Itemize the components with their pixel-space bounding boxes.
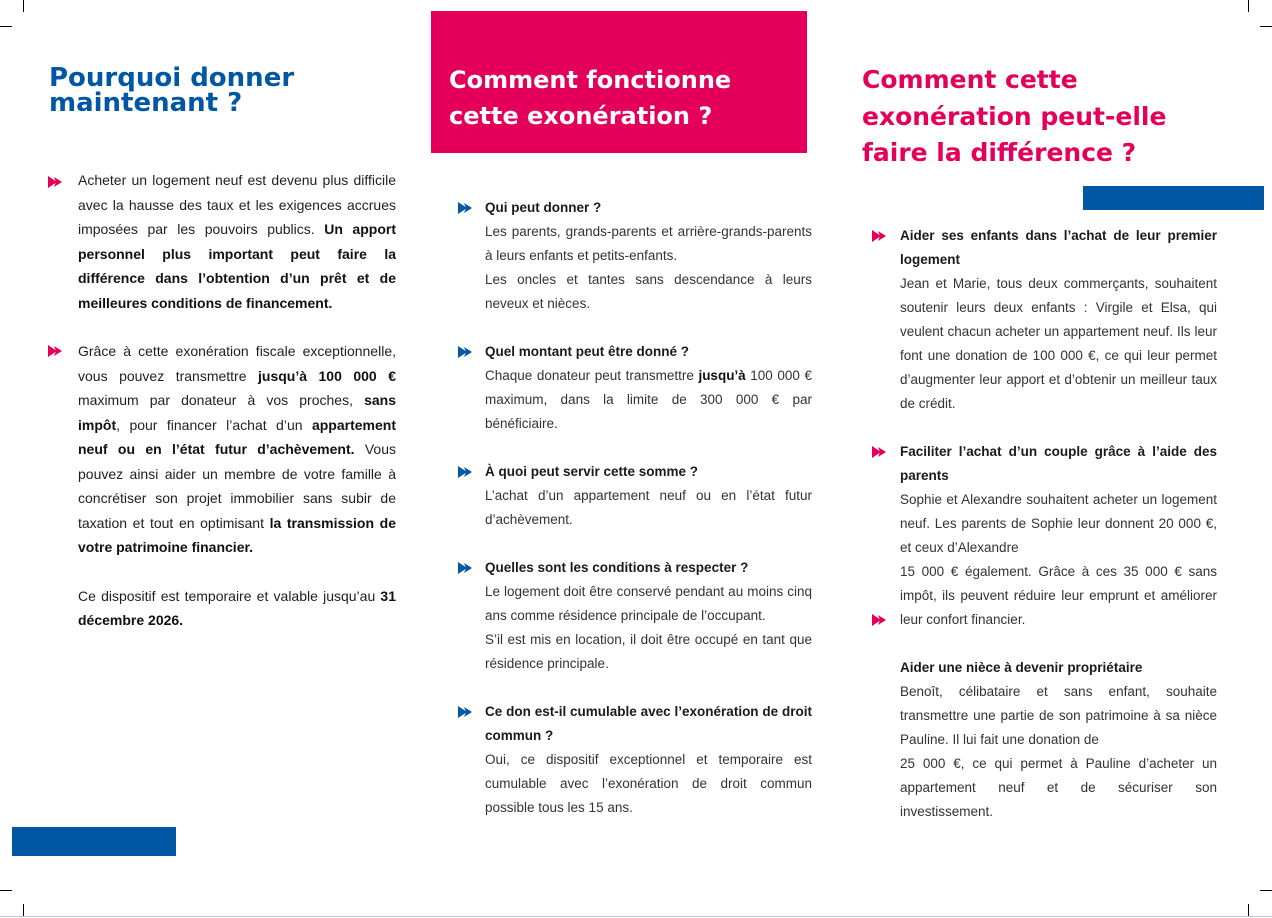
crop-mark	[1260, 890, 1272, 891]
faq-answer: Les oncles et tantes sans descendance à leurs neveux et nièces.	[485, 272, 812, 311]
case-item	[900, 224, 1217, 416]
crop-mark	[1260, 26, 1272, 27]
faq-item	[485, 700, 812, 820]
col1-body	[78, 168, 396, 633]
col1-title-line2: maintenant ?	[49, 88, 243, 118]
col2-body	[485, 196, 812, 820]
crop-mark	[1248, 0, 1249, 12]
faq-question: À quoi peut servir cette somme ?	[485, 464, 699, 479]
faq-answer: Le logement doit être conservé pendant au moins cinq ans comme résidence principale de l’occupant.	[485, 584, 812, 623]
faq-question: Quel montant peut être donné ?	[485, 344, 690, 359]
pink-arrow-icon	[48, 345, 64, 357]
col1-paragraph-2: Grâce à cette exonération fiscale exceptionnelle, vous pouvez transmettre jusqu’à 100 000 € maximum par donateur à vos proches, sans impôt, pour financer l’achat d’un appartement neuf ou en l’état futur d’achèvement. Vous pouvez ainsi aider un membre de votre famille à concrétiser son projet immobilier sans subir de taxation et tout en optimisant la transmission de votre patrimoine financier.	[78, 339, 396, 560]
faq-item	[485, 196, 812, 316]
crop-mark	[23, 904, 24, 916]
col2-title	[449, 62, 731, 134]
blue-arrow-icon	[458, 466, 474, 478]
faq-item	[485, 460, 812, 532]
pink-arrow-icon	[872, 230, 888, 242]
case-title: Faciliter l’achat d’un couple grâce à l’aide des parents	[900, 444, 1217, 483]
faq-answer: L’achat d’un appartement neuf ou en l’état futur d’achèvement.	[485, 488, 812, 527]
case-item	[900, 656, 1217, 824]
faq-question: Ce don est-il cumulable avec l’exonération de droit commun ?	[485, 704, 812, 743]
blue-accent-bar	[1083, 186, 1264, 210]
faq-answer: Oui, ce dispositif exceptionnel et temporaire est cumulable avec l’exonération de droit commun possible tous les 15 ans.	[485, 752, 812, 815]
col1-title-line1: Pourquoi donner	[49, 63, 295, 93]
col3-title-line2: exonération peut-elle	[862, 101, 1167, 131]
crop-mark	[0, 26, 12, 27]
case-body: 15 000 € également. Grâce à ces 35 000 € sans impôt, ils peuvent réduire leur emprunt et améliorer leur confort financier.	[900, 564, 1217, 627]
case-body: 25 000 €, ce qui permet à Pauline d’acheter un appartement neuf et de sécuriser son investissement.	[900, 756, 1217, 819]
col2-title-line1: Comment fonctionne	[449, 66, 732, 94]
faq-item	[485, 340, 812, 436]
page-edge	[0, 916, 1272, 917]
col3-body	[900, 224, 1217, 824]
faq-answer: Chaque donateur peut transmettre jusqu’à 100 000 € maximum, dans la limite de 300 000 € par bénéficiaire.	[485, 368, 812, 431]
pink-arrow-icon	[872, 446, 888, 458]
blue-accent-bar	[12, 827, 176, 856]
faq-answer: Les parents, grands-parents et arrière-grands-parents à leurs enfants et petits-enfants.	[485, 224, 812, 263]
col2-title-line2: cette exonération ?	[449, 102, 713, 130]
blue-arrow-icon	[458, 562, 474, 574]
col3-title-line1: Comment cette	[862, 65, 1078, 94]
crop-mark	[23, 0, 24, 12]
case-title: Aider une nièce à devenir propriétaire	[900, 660, 1143, 675]
col1-title	[49, 63, 295, 118]
case-title: Aider ses enfants dans l’achat de leur premier logement	[900, 228, 1217, 267]
blue-arrow-icon	[458, 202, 474, 214]
case-body: Benoît, célibataire et sans enfant, souhaite transmettre une partie de son patrimoine à sa nièce Pauline. Il lui fait une donation de	[900, 684, 1217, 747]
col3-title	[862, 62, 1166, 172]
faq-question: Quelles sont les conditions à respecter ?	[485, 560, 749, 575]
faq-item	[485, 556, 812, 676]
blue-arrow-icon	[458, 346, 474, 358]
pink-arrow-icon	[48, 176, 64, 188]
blue-arrow-icon	[458, 706, 474, 718]
case-item	[900, 440, 1217, 632]
crop-mark	[1248, 904, 1249, 916]
faq-answer: S’il est mis en location, il doit être occupé en tant que résidence principale.	[485, 632, 812, 671]
pink-arrow-icon	[872, 614, 888, 626]
case-body: Jean et Marie, tous deux commerçants, souhaitent soutenir leurs deux enfants : Virgile et Elsa, qui veulent chacun acheter un appartement neuf. Ils leur font une donation de 100 000 €, ce qui leur permet d’augmenter leur apport et d’obtenir un meilleur taux de crédit.	[900, 276, 1217, 411]
col1-paragraph-1: Acheter un logement neuf est devenu plus difficile avec la hausse des taux et les exigences accrues imposées par les pouvoirs publics. Un apport personnel plus important peut faire la différence dans l’obtention d’un prêt et de meilleures conditions de financement.	[78, 168, 396, 315]
col3-title-line3: faire la différence ?	[862, 138, 1137, 167]
case-body: Sophie et Alexandre souhaitent acheter un logement neuf. Les parents de Sophie leur donnent 20 000 €, et ceux d’Alexandre	[900, 492, 1217, 555]
crop-mark	[0, 890, 12, 891]
col1-paragraph-3: Ce dispositif est temporaire et valable jusqu’au 31 décembre 2026.	[78, 587, 396, 628]
faq-question: Qui peut donner ?	[485, 200, 602, 215]
